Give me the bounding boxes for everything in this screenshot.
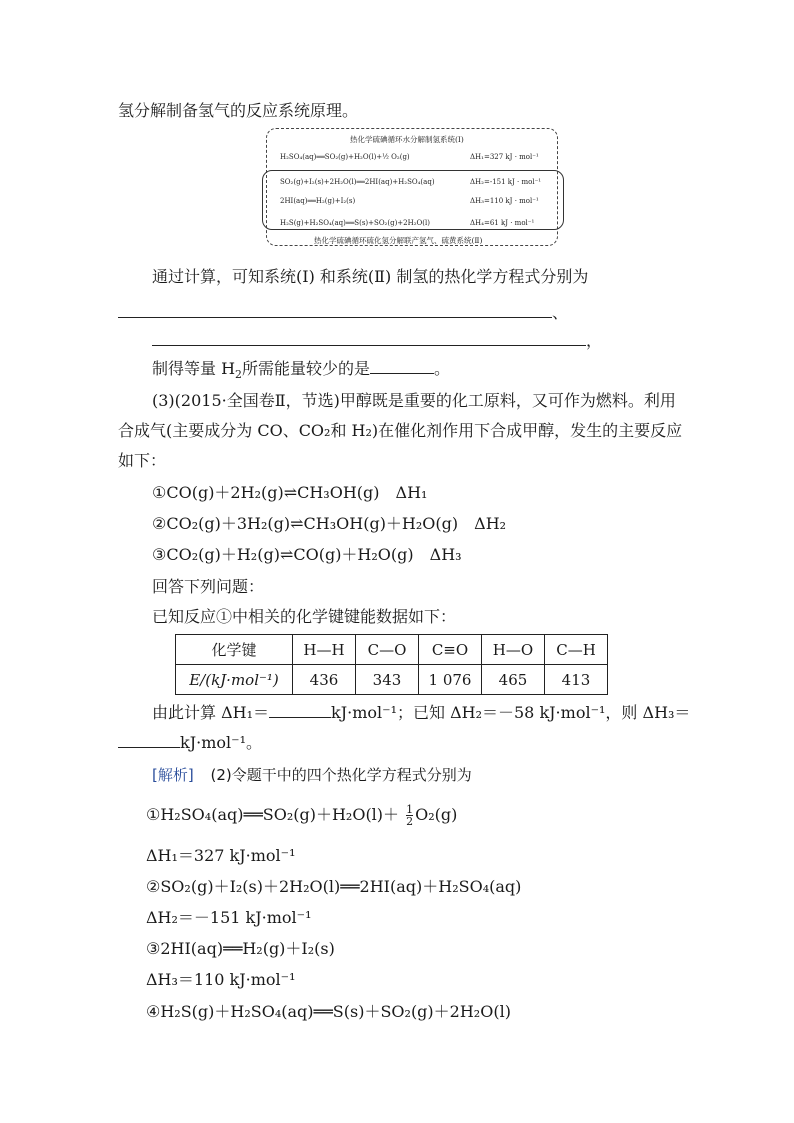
analysis-eq-1 [146,802,457,827]
intro-line: 氢分解制备氢气的反应系统原理。 [118,101,359,120]
fraction-numerator: 1 [406,803,414,816]
analysis-eq-3: ③2HI(aq)══H₂(g)＋I₂(s) [146,939,335,958]
reaction-system-diagram [262,126,562,248]
table-header-cell: H—O [482,635,545,665]
diagram-dh-1: ΔH₁=327 kJ · mol⁻¹ [470,153,539,161]
table-header-cell: C—H [545,635,608,665]
table-header-row [176,635,608,665]
less-energy-end: 。 [433,359,450,378]
separator-2: ， [586,331,603,350]
diagram-reaction-2: SO₂(g)+I₂(s)+2H₂O(l)══2HI(aq)+H₂SO₄(aq) [280,178,435,186]
diagram-dh-4: ΔH₄=61 kJ · mol⁻¹ [470,219,535,227]
table-header-cell: H—H [293,635,356,665]
analysis-eq-1-text: ①H₂SO₄(aq)══SO₂(g)＋H₂O(l)＋ [146,805,400,824]
answer-blank-system-1[interactable] [118,303,552,318]
question-less-energy [152,356,450,382]
calc-post: kJ·mol⁻¹。 [180,733,262,752]
table-cell: 465 [482,665,545,695]
analysis-dh-3: ΔH₃＝110 kJ·mol⁻¹ [146,970,296,989]
calc-mid: kJ·mol⁻¹；已知 ΔH₂＝－58 kJ·mol⁻¹，则 ΔH₃＝ [331,703,691,722]
blank-line-1 [118,300,568,323]
answer-blank-less-energy[interactable] [370,359,434,374]
fraction-denominator: 2 [406,815,414,828]
diagram-reaction-4: H₂S(g)+H₂SO₄(aq)══S(s)+SO₂(g)+2H₂O(l) [280,219,430,227]
less-energy-post: 所需能量较少的是 [241,359,370,378]
table-row [176,665,608,695]
answer-prompt: 回答下列问题： [152,577,265,596]
equation-2: ②CO₂(g)＋3H₂(g)⇌CH₃OH(g)＋H₂O(g) ΔH₂ [152,514,507,533]
fraction-half [406,804,413,827]
part3-line-2: 合成气(主要成分为 CO、CO₂和 H₂)在催化剂作用下合成甲醇，发生的主要反应 [118,421,683,440]
analysis-tag: [解析] [152,766,194,784]
table-header-cell: C—O [356,635,419,665]
diagram-dh-2: ΔH₂=-151 kJ · mol⁻¹ [470,178,542,186]
analysis-intro-text: (2)令题干中的四个热化学方程式分别为 [210,766,472,784]
analysis-dh-2: ΔH₂＝－151 kJ·mol⁻¹ [146,908,312,927]
table-cell: 436 [293,665,356,695]
calc-line-2 [118,730,262,753]
table-header-cell: 化学键 [176,635,293,665]
analysis-intro [152,764,472,785]
table-cell: 413 [545,665,608,695]
answer-blank-dh3[interactable] [118,733,180,748]
calc-pre: 由此计算 ΔH₁＝ [152,703,270,722]
calc-line-1 [152,700,690,723]
blank-line-2 [152,328,602,351]
diagram-footer: 热化学硫碘循环硫化氢分解联产氢气、硫黄系统(Ⅱ) [314,236,483,245]
equation-1: ①CO(g)＋2H₂(g)⇌CH₃OH(g) ΔH₁ [152,483,428,502]
equation-3: ③CO₂(g)＋H₂(g)⇌CO(g)＋H₂O(g) ΔH₃ [152,545,462,564]
diagram-dh-3: ΔH₃=110 kJ · mol⁻¹ [470,197,539,205]
part3-line-3: 如下： [118,451,167,470]
answer-blank-system-2[interactable] [152,331,586,346]
bond-energy-table [175,634,608,695]
table-header-cell: C≡O [419,635,482,665]
analysis-eq-4: ④H₂S(g)＋H₂SO₄(aq)══S(s)＋SO₂(g)＋2H₂O(l) [146,1002,511,1021]
diagram-title: 热化学硫碘循环水分解制氢系统(Ⅰ) [350,135,464,144]
less-energy-sub: 2 [235,368,242,382]
separator-1: 、 [552,303,569,322]
analysis-dh-1: ΔH₁＝327 kJ·mol⁻¹ [146,846,296,865]
part3-line-1: (3)(2015·全国卷Ⅱ，节选)甲醇既是重要的化工原料，又可作为燃料。利用 [152,391,676,410]
known-bond-energy: 已知反应①中相关的化学键键能数据如下： [152,607,457,626]
question-calc-line: 通过计算，可知系统(Ⅰ) 和系统(Ⅱ) 制氢的热化学方程式分别为 [152,267,589,286]
analysis-eq-1-tail: O₂(g) [415,805,458,824]
table-row-label: E/(kJ·mol⁻¹) [176,665,293,695]
less-energy-pre: 制得等量 H [152,359,236,378]
diagram-reaction-3: 2HI(aq)══H₂(g)+I₂(s) [280,197,356,205]
answer-blank-dh1[interactable] [269,703,331,718]
table-cell: 343 [356,665,419,695]
table-cell: 1 076 [419,665,482,695]
analysis-eq-2: ②SO₂(g)＋I₂(s)＋2H₂O(l)══2HI(aq)＋H₂SO₄(aq) [146,877,522,896]
diagram-reaction-1: H₂SO₄(aq)══SO₂(g)+H₂O(l)+½ O₂(g) [280,153,410,161]
